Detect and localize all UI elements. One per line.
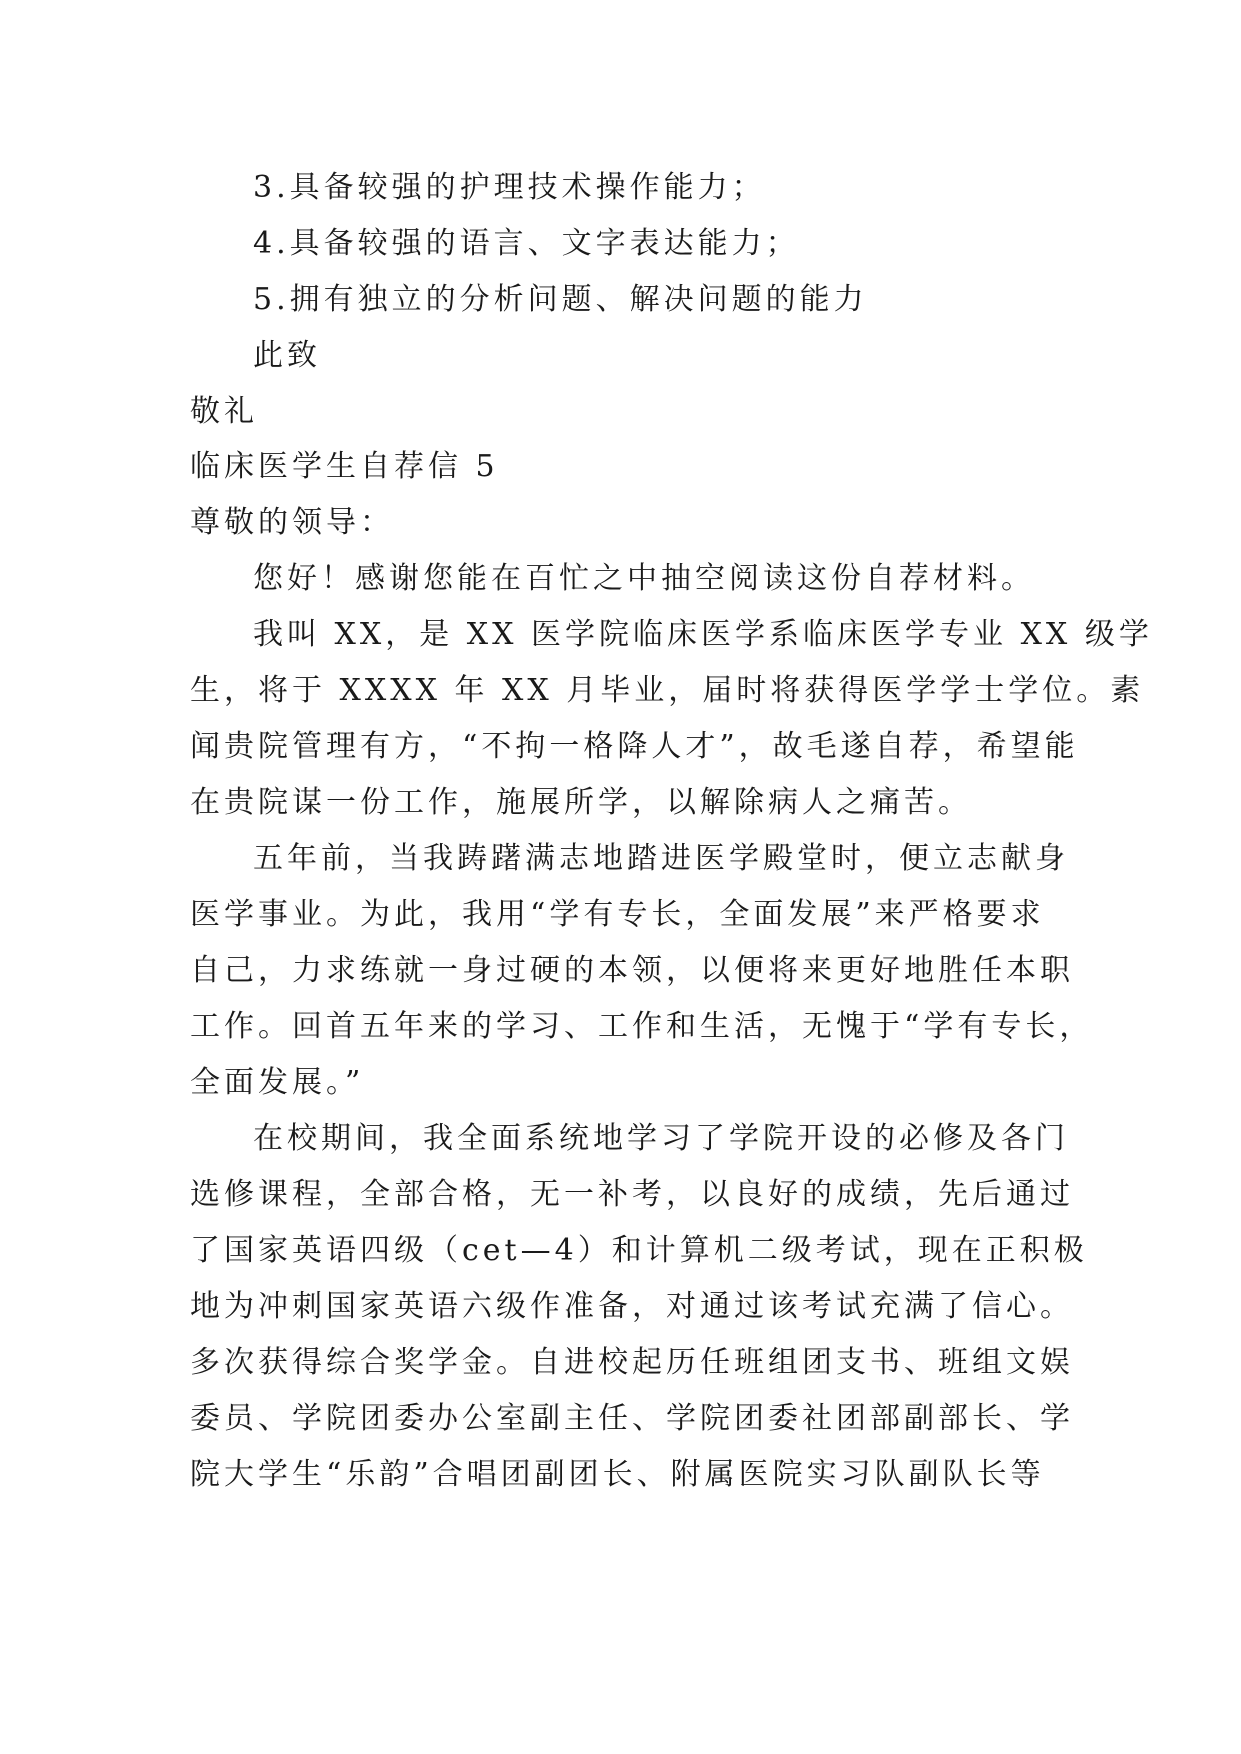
paragraph-line: 委员、学院团委办公室副主任、学院团委社团部副部长、学 [190, 1401, 1074, 1436]
closing-salutation: 此致 [253, 338, 321, 373]
paragraph-line: 在贵院谋一份工作，施展所学，以解除病人之痛苦。 [190, 785, 972, 820]
paragraph-line: 全面发展。” [190, 1065, 365, 1100]
paragraph-line: 地为冲刺国家英语六级作准备，对通过该考试充满了信心。 [190, 1289, 1074, 1324]
letter-greeting: 尊敬的领导： [190, 505, 394, 540]
section-title: 临床医学生自荐信 5 [190, 449, 499, 484]
list-item-4: 4.具备较强的语言、文字表达能力； [253, 226, 800, 261]
list-item-5: 5.拥有独立的分析问题、解决问题的能力 [253, 282, 868, 317]
paragraph-line: 闻贵院管理有方，“不拘一格降人才”，故毛遂自荐，希望能 [190, 729, 1079, 764]
list-item-3: 3.具备较强的护理技术操作能力； [253, 170, 766, 205]
closing-regards: 敬礼 [190, 394, 258, 429]
paragraph-line: 选修课程，全部合格，无一补考，以良好的成绩，先后通过 [190, 1177, 1074, 1212]
paragraph-line: 您好！感谢您能在百忙之中抽空阅读这份自荐材料。 [253, 561, 1035, 596]
paragraph-line: 生，将于 XXXX 年 XX 月毕业，届时将获得医学学士学位。素 [190, 673, 1145, 708]
paragraph-line: 在校期间，我全面系统地学习了学院开设的必修及各门 [253, 1121, 1069, 1156]
paragraph-line: 自己，力求练就一身过硬的本领，以便将来更好地胜任本职 [190, 953, 1074, 988]
paragraph-line: 医学事业。为此，我用“学有专长，全面发展”来严格要求 [190, 897, 1045, 932]
paragraph-line: 五年前，当我踌躇满志地踏进医学殿堂时，便立志献身 [253, 841, 1069, 876]
paragraph-line: 多次获得综合奖学金。自进校起历任班组团支书、班组文娱 [190, 1345, 1074, 1380]
paragraph-line: 院大学生“乐韵”合唱团副团长、附属医院实习队副队长等 [190, 1457, 1045, 1492]
paragraph-line: 我叫 XX，是 XX 医学院临床医学系临床医学专业 XX 级学 [253, 617, 1153, 652]
paragraph-line: 了国家英语四级（cet—4）和计算机二级考试，现在正积极 [190, 1233, 1088, 1268]
paragraph-line: 工作。回首五年来的学习、工作和生活，无愧于“学有专长， [190, 1009, 1094, 1044]
